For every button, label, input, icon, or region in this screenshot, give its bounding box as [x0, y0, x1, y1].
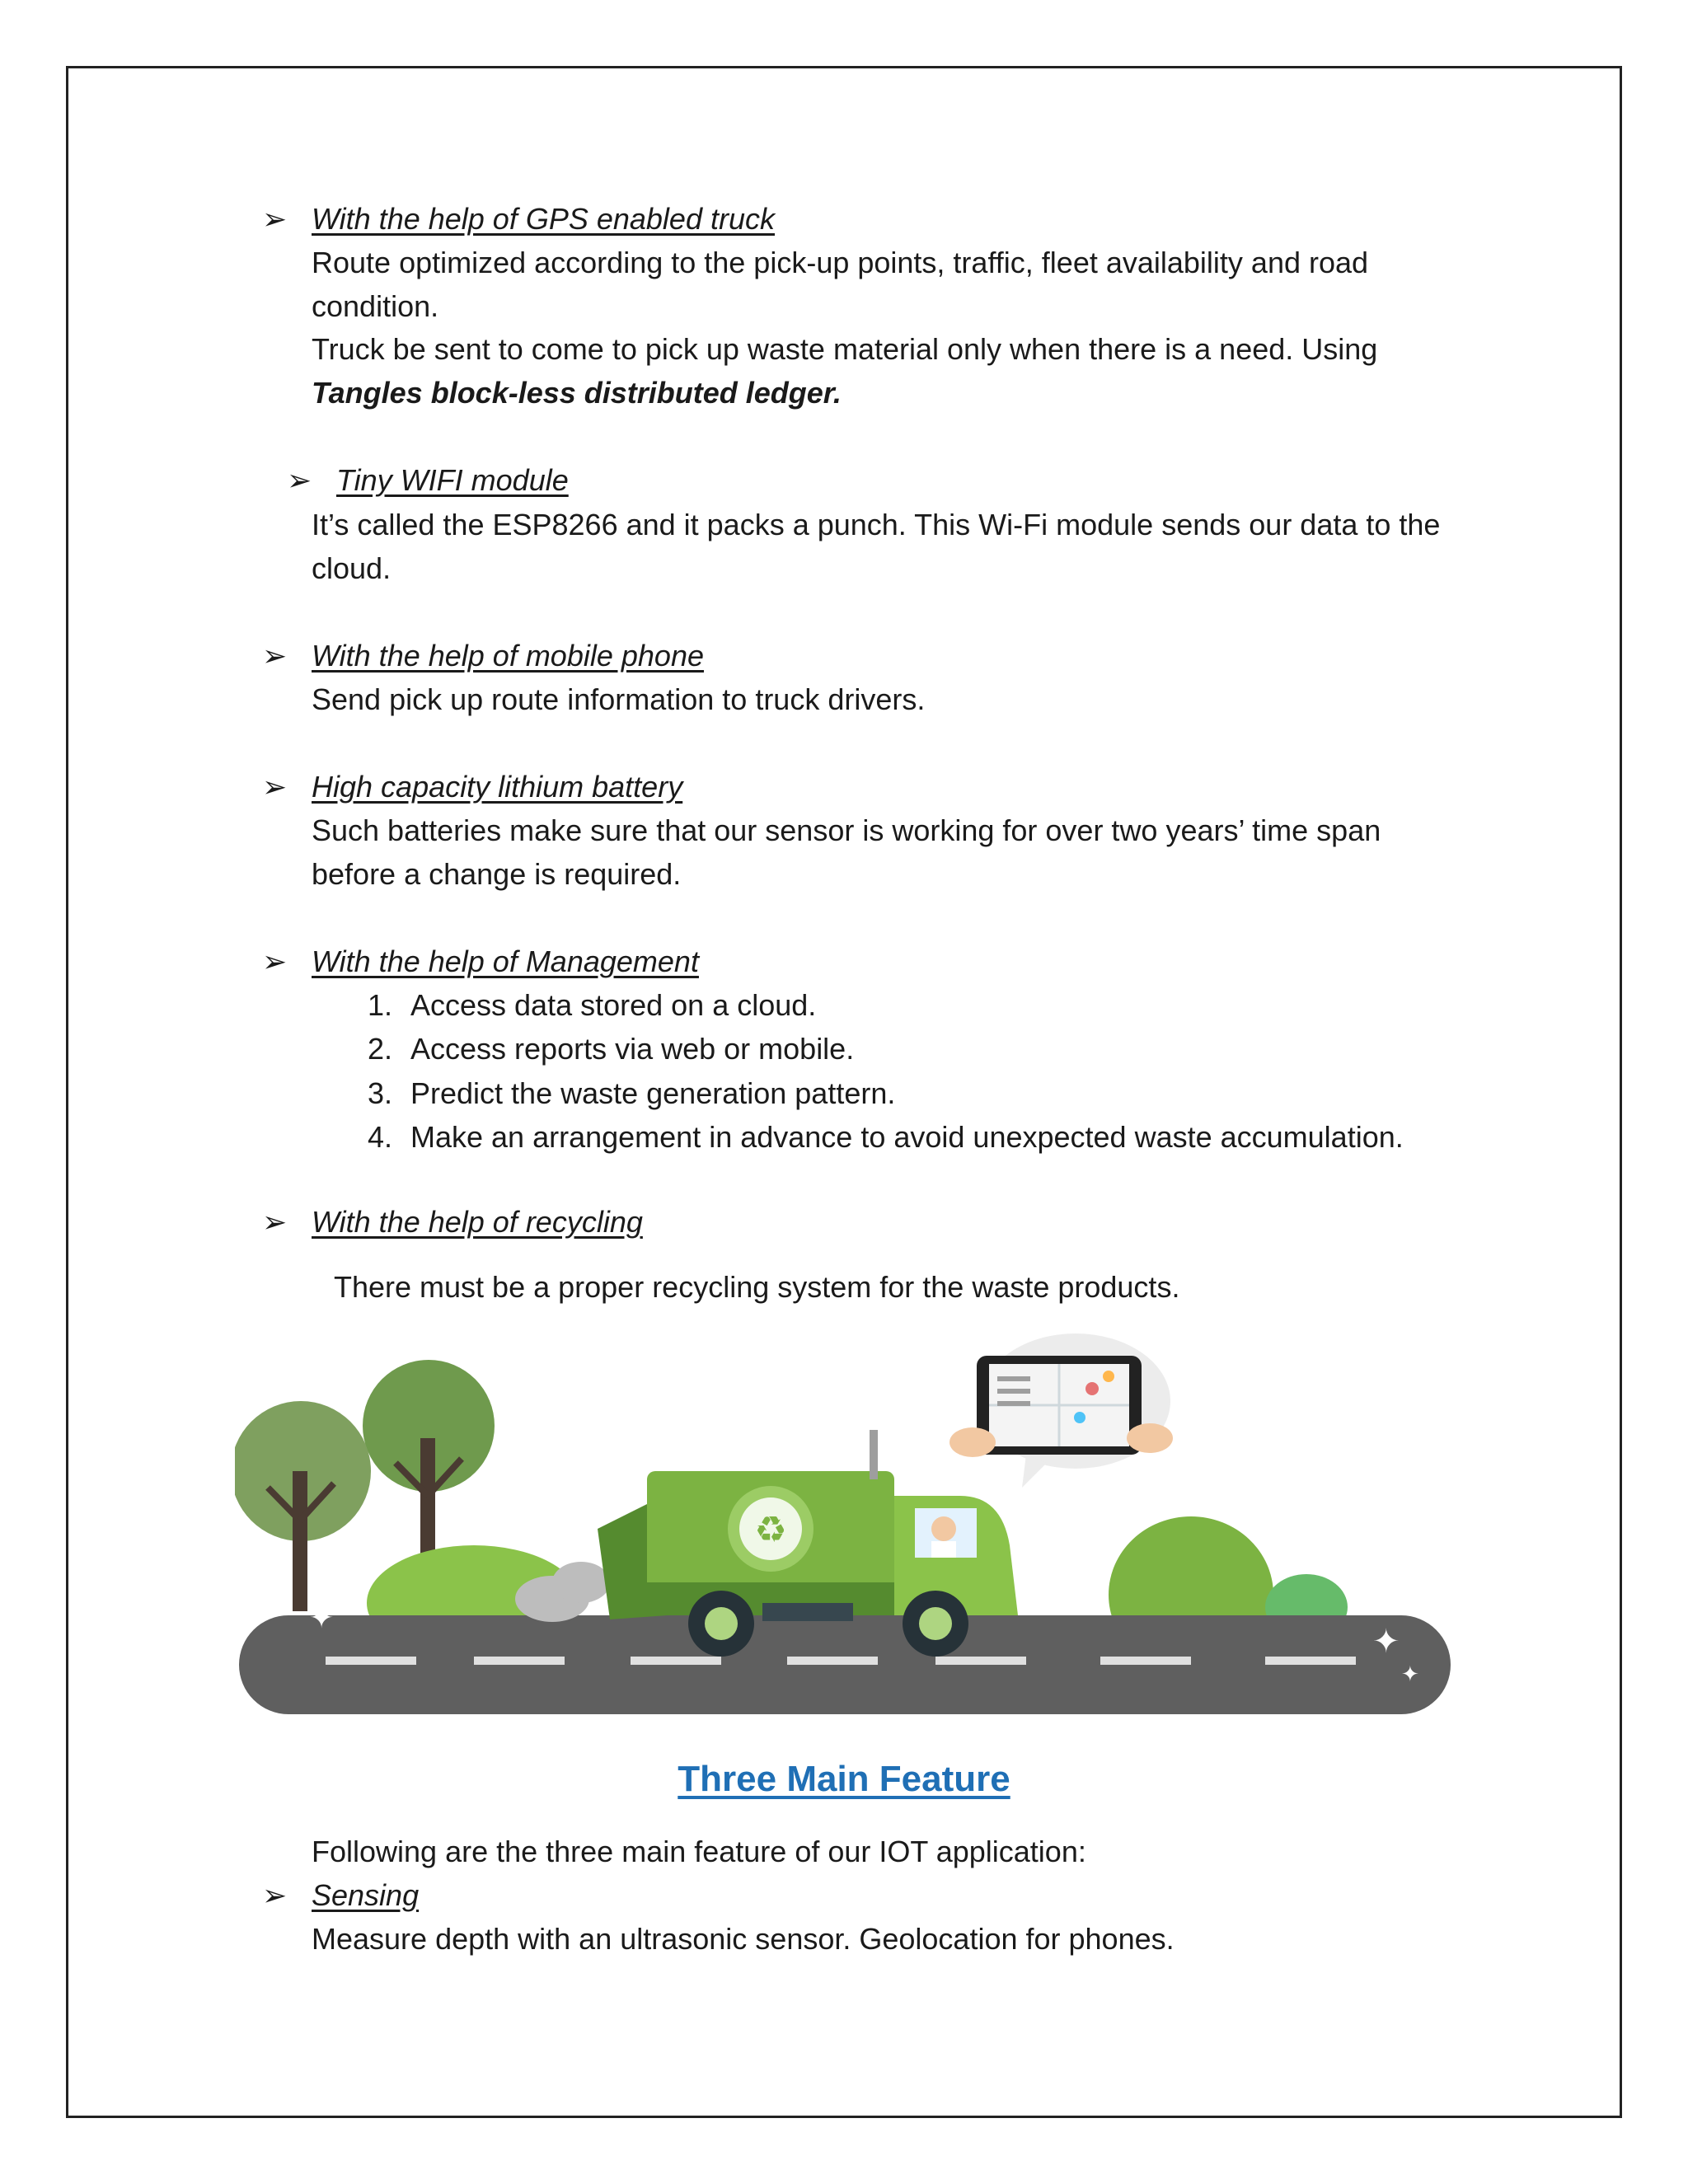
item-text: Predict the waste generation pattern.: [410, 1076, 896, 1110]
emphasis-text: Tangles block-less distributed ledger.: [312, 376, 842, 410]
paragraph-line: before a change is required.: [312, 857, 682, 891]
item-number: 4.: [367, 1120, 392, 1154]
section-heading-management: With the help of Management: [312, 944, 699, 978]
paragraph-line: It’s called the ESP8266 and it packs a punch. This Wi-Fi module sends our data to the: [312, 508, 1441, 541]
numbered-item: [341, 987, 816, 1024]
paragraph-line: condition.: [312, 289, 439, 323]
garbage-truck-illustration: [235, 1331, 1455, 1727]
paragraph-line: Truck be sent to come to pick up waste material only when there is a need. Using: [312, 332, 1378, 366]
svg-text:✦: ✦: [1372, 1623, 1400, 1661]
numbered-item: [341, 1031, 854, 1067]
bullet-arrow-icon: ➢: [262, 770, 288, 804]
bullet-arrow-icon: ➢: [262, 639, 288, 673]
paragraph-line: Send pick up route information to truck drivers.: [312, 682, 926, 716]
section-heading-gps: With the help of GPS enabled truck: [312, 202, 775, 236]
item-text: Access reports via web or mobile.: [410, 1032, 855, 1066]
road: [239, 1615, 1451, 1714]
paragraph-line: Measure depth with an ultrasonic sensor. Geolocation for phones.: [312, 1922, 1175, 1956]
bullet-arrow-icon: ➢: [262, 1205, 288, 1239]
item-number: 1.: [367, 988, 392, 1022]
section-title: Three Main Feature: [678, 1759, 1010, 1799]
bullet-arrow-icon: ➢: [287, 463, 312, 497]
bullet-arrow-icon: ➢: [262, 1878, 288, 1912]
item-text: Make an arrangement in advance to avoid unexpected waste accumulation.: [410, 1120, 1404, 1154]
paragraph-line: Following are the three main feature of our IOT application:: [312, 1835, 1086, 1868]
paragraph-line: Such batteries make sure that our sensor is working for over two years’ time span: [312, 813, 1381, 847]
tablet-map-icon: [950, 1333, 1173, 1488]
numbered-item: [341, 1076, 895, 1112]
section-heading-sensing: Sensing: [312, 1878, 420, 1912]
svg-text:✦: ✦: [309, 1601, 335, 1635]
svg-text:✦: ✦: [1401, 1662, 1419, 1687]
paragraph-line: cloud.: [312, 551, 392, 585]
bullet-arrow-icon: ➢: [262, 944, 288, 978]
paragraph-line: There must be a proper recycling system for the waste products.: [334, 1270, 1180, 1304]
svg-text:♻: ♻: [754, 1509, 787, 1551]
numbered-item: [341, 1119, 1404, 1155]
item-number: 3.: [367, 1076, 392, 1110]
section-heading-mobile: With the help of mobile phone: [312, 639, 704, 673]
item-text: Access data stored on a cloud.: [410, 988, 817, 1022]
bullet-arrow-icon: ➢: [262, 202, 288, 236]
section-heading-battery: High capacity lithium battery: [312, 770, 683, 804]
paragraph-line: Route optimized according to the pick-up points, traffic, fleet availability and road: [312, 246, 1369, 279]
section-heading-recycling: With the help of recycling: [312, 1205, 643, 1239]
item-number: 2.: [367, 1032, 392, 1066]
tree-icon: [235, 1401, 371, 1611]
section-heading-wifi: Tiny WIFI module: [336, 463, 569, 497]
